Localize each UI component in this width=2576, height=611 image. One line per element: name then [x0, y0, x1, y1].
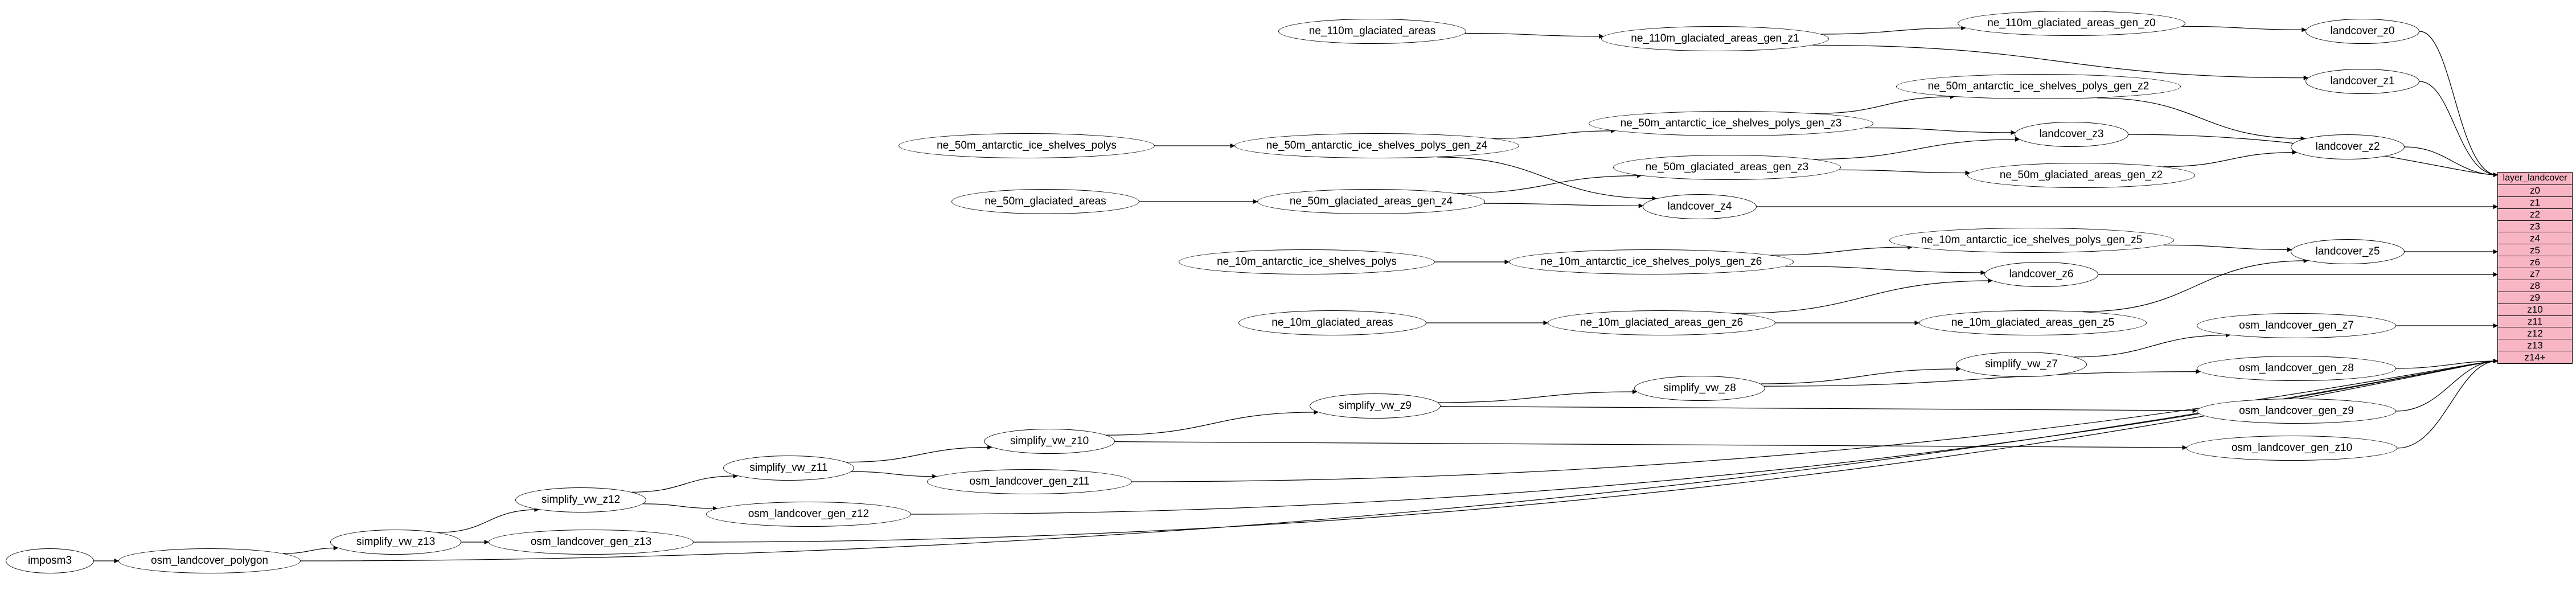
graph-node-simplify-vw-z11[interactable]: [723, 456, 854, 481]
graph-node-landcover-z1[interactable]: [2306, 69, 2419, 94]
graph-node-ne-10m-antarctic-ice-shelves-polys-gen-z6[interactable]: [1509, 249, 1794, 274]
graph-node-ne-50m-glaciated-areas[interactable]: [951, 189, 1139, 214]
zoom-row-z13[interactable]: z13: [2498, 339, 2572, 351]
zoom-row-z5[interactable]: z5: [2498, 244, 2572, 256]
graph-node-label: ne_110m_glaciated_areas_gen_z1: [1631, 32, 1799, 44]
graph-node-label: ne_50m_glaciated_areas_gen_z4: [1289, 195, 1453, 207]
graph-edge: [1813, 140, 2020, 159]
graph-edge: [1438, 392, 1637, 403]
graph-node-ne-10m-antarctic-ice-shelves-polys[interactable]: [1179, 249, 1435, 274]
graph-node-label: ne_110m_glaciated_areas: [1308, 25, 1436, 37]
graph-edge: [632, 476, 738, 492]
zoom-row-z2[interactable]: z2: [2498, 209, 2572, 221]
graph-edge: [1484, 203, 1643, 206]
graph-node-landcover-z3[interactable]: [2015, 122, 2128, 147]
graph-node-label: landcover_z0: [2330, 25, 2395, 37]
graph-node-label: simplify_vw_z10: [1010, 435, 1089, 447]
graph-node-label: ne_10m_glaciated_areas_gen_z6: [1580, 317, 1744, 329]
graph-node-osm-landcover-gen-z13[interactable]: [489, 530, 694, 555]
zoom-row-z9[interactable]: z9: [2498, 292, 2572, 304]
graph-node-label: simplify_vw_z8: [1663, 382, 1736, 394]
graph-edge: [2163, 153, 2296, 167]
graph-node-simplify-vw-z13[interactable]: [330, 530, 461, 555]
graph-node-simplify-vw-z9[interactable]: [1310, 393, 1441, 419]
graph-node-landcover-z0[interactable]: [2306, 19, 2419, 44]
graph-node-label: ne_10m_antarctic_ice_shelves_polys: [1217, 256, 1397, 268]
graph-edge: [1785, 266, 1985, 273]
graph-edge: [1771, 247, 1912, 255]
graph-edge: [643, 504, 717, 509]
graph-node-label: simplify_vw_z7: [1985, 358, 2058, 370]
graph-node-label: landcover_z5: [2315, 245, 2380, 257]
graph-node-osm-landcover-polygon[interactable]: [118, 548, 301, 573]
graph-edge: [1441, 407, 2197, 411]
graph-node-simplify-vw-z10[interactable]: [984, 429, 1115, 454]
graph-node-osm-landcover-gen-z10[interactable]: [2187, 436, 2397, 461]
graph-node-label: landcover_z4: [1667, 200, 1732, 212]
graph-node-osm-landcover-gen-z7[interactable]: [2197, 313, 2396, 338]
graph-node-landcover-z5[interactable]: [2291, 239, 2405, 264]
graph-node-label: simplify_vw_z11: [749, 462, 828, 474]
graph-node-ne-50m-glaciated-areas-gen-z2[interactable]: [1967, 163, 2195, 188]
graph-edge: [1839, 170, 1970, 173]
graph-node-ne-50m-glaciated-areas-gen-z3[interactable]: [1613, 155, 1841, 180]
graph-node-label: simplify_vw_z13: [356, 536, 436, 548]
graph-edge: [283, 548, 338, 553]
graph-node-ne-10m-antarctic-ice-shelves-polys-gen-z5[interactable]: [1889, 228, 2174, 253]
graph-node-label: ne_10m_antarctic_ice_shelves_polys_gen_z6: [1540, 256, 1762, 268]
graph-edge: [2397, 361, 2497, 448]
graph-node-label: osm_landcover_gen_z8: [2239, 362, 2354, 374]
graph-node-label: simplify_vw_z9: [1339, 400, 1412, 412]
graph-node-ne-110m-glaciated-areas-gen-z0[interactable]: [1958, 11, 2185, 36]
graph-edge: [2405, 147, 2497, 175]
graph-node-osm-landcover-gen-z11[interactable]: [927, 469, 1132, 494]
graph-edge: [1821, 28, 1966, 34]
graph-edge: [2074, 335, 2230, 357]
zoom-row-z3[interactable]: z3: [2498, 221, 2572, 233]
zoom-row-z0[interactable]: z0: [2498, 185, 2572, 197]
graph-node-landcover-z4[interactable]: [1643, 194, 1757, 219]
graph-node-label: ne_110m_glaciated_areas_gen_z0: [1987, 17, 2156, 29]
graph-node-simplify-vw-z12[interactable]: [515, 487, 646, 512]
graph-node-label: ne_50m_glaciated_areas_gen_z2: [1999, 169, 2163, 181]
graph-edge: [2396, 361, 2497, 368]
graph-edge: [1465, 34, 1603, 36]
graph-node-ne-50m-antarctic-ice-shelves-polys-gen-z4[interactable]: [1234, 133, 1519, 158]
graph-edge: [2083, 261, 2308, 311]
graph-edge: [438, 510, 539, 532]
graph-node-label: ne_50m_antarctic_ice_shelves_polys_gen_z4: [1266, 140, 1488, 151]
graph-node-label: ne_10m_glaciated_areas: [1271, 317, 1393, 329]
graph-node-label: osm_landcover_polygon: [151, 555, 268, 567]
graph-node-simplify-vw-z8[interactable]: [1634, 376, 1765, 401]
zoom-row-z4[interactable]: z4: [2498, 232, 2572, 244]
graph-edge: [851, 471, 936, 476]
graph-edge: [1493, 131, 1615, 138]
zoom-row-z11[interactable]: z11: [2498, 316, 2572, 328]
graph-node-landcover-z2[interactable]: [2291, 134, 2405, 159]
zoom-row-z14plus[interactable]: z14+: [2524, 352, 2546, 363]
graph-node-ne-110m-glaciated-areas[interactable]: [1278, 19, 1466, 44]
zoom-row-z12[interactable]: z12: [2498, 327, 2572, 339]
graph-edge: [2097, 98, 2305, 138]
graph-node-label: ne_50m_antarctic_ice_shelves_polys_gen_z2: [1927, 80, 2150, 92]
graph-node-imposm3[interactable]: [6, 548, 94, 573]
zoom-row-z8[interactable]: z8: [2498, 280, 2572, 292]
graph-node-ne-110m-glaciated-areas-gen-z1[interactable]: [1601, 26, 1829, 51]
graph-node-label: ne_50m_glaciated_areas_gen_z3: [1645, 161, 1809, 173]
graph-node-osm-landcover-gen-z9[interactable]: [2197, 399, 2396, 424]
zoom-row-z6[interactable]: z6: [2498, 256, 2572, 268]
graph-edge: [1865, 128, 2015, 132]
graph-node-label: ne_50m_glaciated_areas: [985, 195, 1106, 207]
graph-node-ne-50m-antarctic-ice-shelves-polys[interactable]: [899, 133, 1155, 158]
graph-node-label: landcover_z2: [2315, 141, 2380, 153]
graph-edge: [2396, 361, 2497, 411]
zoom-row-z1[interactable]: z1: [2498, 197, 2572, 209]
graph-edge: [1813, 45, 2308, 77]
graph-node-label: simplify_vw_z12: [541, 494, 621, 506]
layer-landcover-table[interactable]: [2497, 172, 2573, 364]
layer-landcover-table-header: layer_landcover: [2498, 173, 2572, 185]
graph-edge: [2419, 31, 2497, 175]
graph-node-label: osm_landcover_gen_z11: [969, 475, 1090, 487]
graph-node-landcover-z6[interactable]: [1984, 262, 2098, 287]
graph-node-label: osm_landcover_gen_z13: [530, 536, 652, 548]
graph-node-ne-50m-antarctic-ice-shelves-polys-gen-z2[interactable]: [1896, 74, 2181, 99]
graph-edge: [1815, 97, 1955, 113]
graph-node-simplify-vw-z7[interactable]: [1956, 352, 2087, 377]
graph-node-ne-10m-glaciated-areas-gen-z6[interactable]: [1548, 310, 1775, 335]
graph-node-label: osm_landcover_gen_z9: [2239, 405, 2354, 417]
graph-edge: [1106, 412, 1318, 435]
graph-node-ne-50m-antarctic-ice-shelves-polys-gen-z3[interactable]: [1589, 111, 1873, 136]
zoom-row-z10[interactable]: z10: [2498, 304, 2572, 316]
graph-node-label: imposm3: [27, 555, 72, 567]
graph-node-osm-landcover-gen-z8[interactable]: [2197, 356, 2396, 381]
graph-node-label: ne_50m_antarctic_ice_shelves_polys_gen_z3: [1620, 117, 1842, 129]
graph-node-label: osm_landcover_gen_z12: [748, 508, 869, 520]
graph-node-label: ne_10m_antarctic_ice_shelves_polys_gen_z5: [1921, 234, 2143, 246]
graph-node-label: landcover_z3: [2039, 128, 2104, 140]
graph-edge: [2419, 81, 2497, 175]
graph-edge: [2182, 26, 2306, 30]
graph-edge: [1761, 369, 1960, 384]
graph-edge: [846, 447, 991, 462]
graph-node-ne-50m-glaciated-areas-gen-z4[interactable]: [1257, 189, 1485, 214]
graph-node-label: ne_50m_antarctic_ice_shelves_polys: [937, 140, 1117, 151]
graph-node-label: landcover_z1: [2330, 75, 2395, 87]
zoom-row-z7[interactable]: z7: [2498, 268, 2572, 280]
graph-node-ne-10m-glaciated-areas-gen-z5[interactable]: [1919, 310, 2147, 335]
graph-edge: [1736, 281, 1992, 313]
graph-node-label: landcover_z6: [2009, 268, 2074, 280]
graph-edge: [1457, 175, 1642, 193]
graph-node-label: osm_landcover_gen_z7: [2239, 319, 2354, 331]
graph-node-label: ne_10m_glaciated_areas_gen_z5: [1951, 317, 2115, 329]
graph-node-osm-landcover-gen-z12[interactable]: [706, 502, 911, 527]
graph-edge: [2163, 245, 2291, 249]
graph-node-label: osm_landcover_gen_z10: [2231, 442, 2353, 454]
graph-edge: [1115, 442, 2187, 448]
graph-node-ne-10m-glaciated-areas[interactable]: [1238, 310, 1426, 335]
